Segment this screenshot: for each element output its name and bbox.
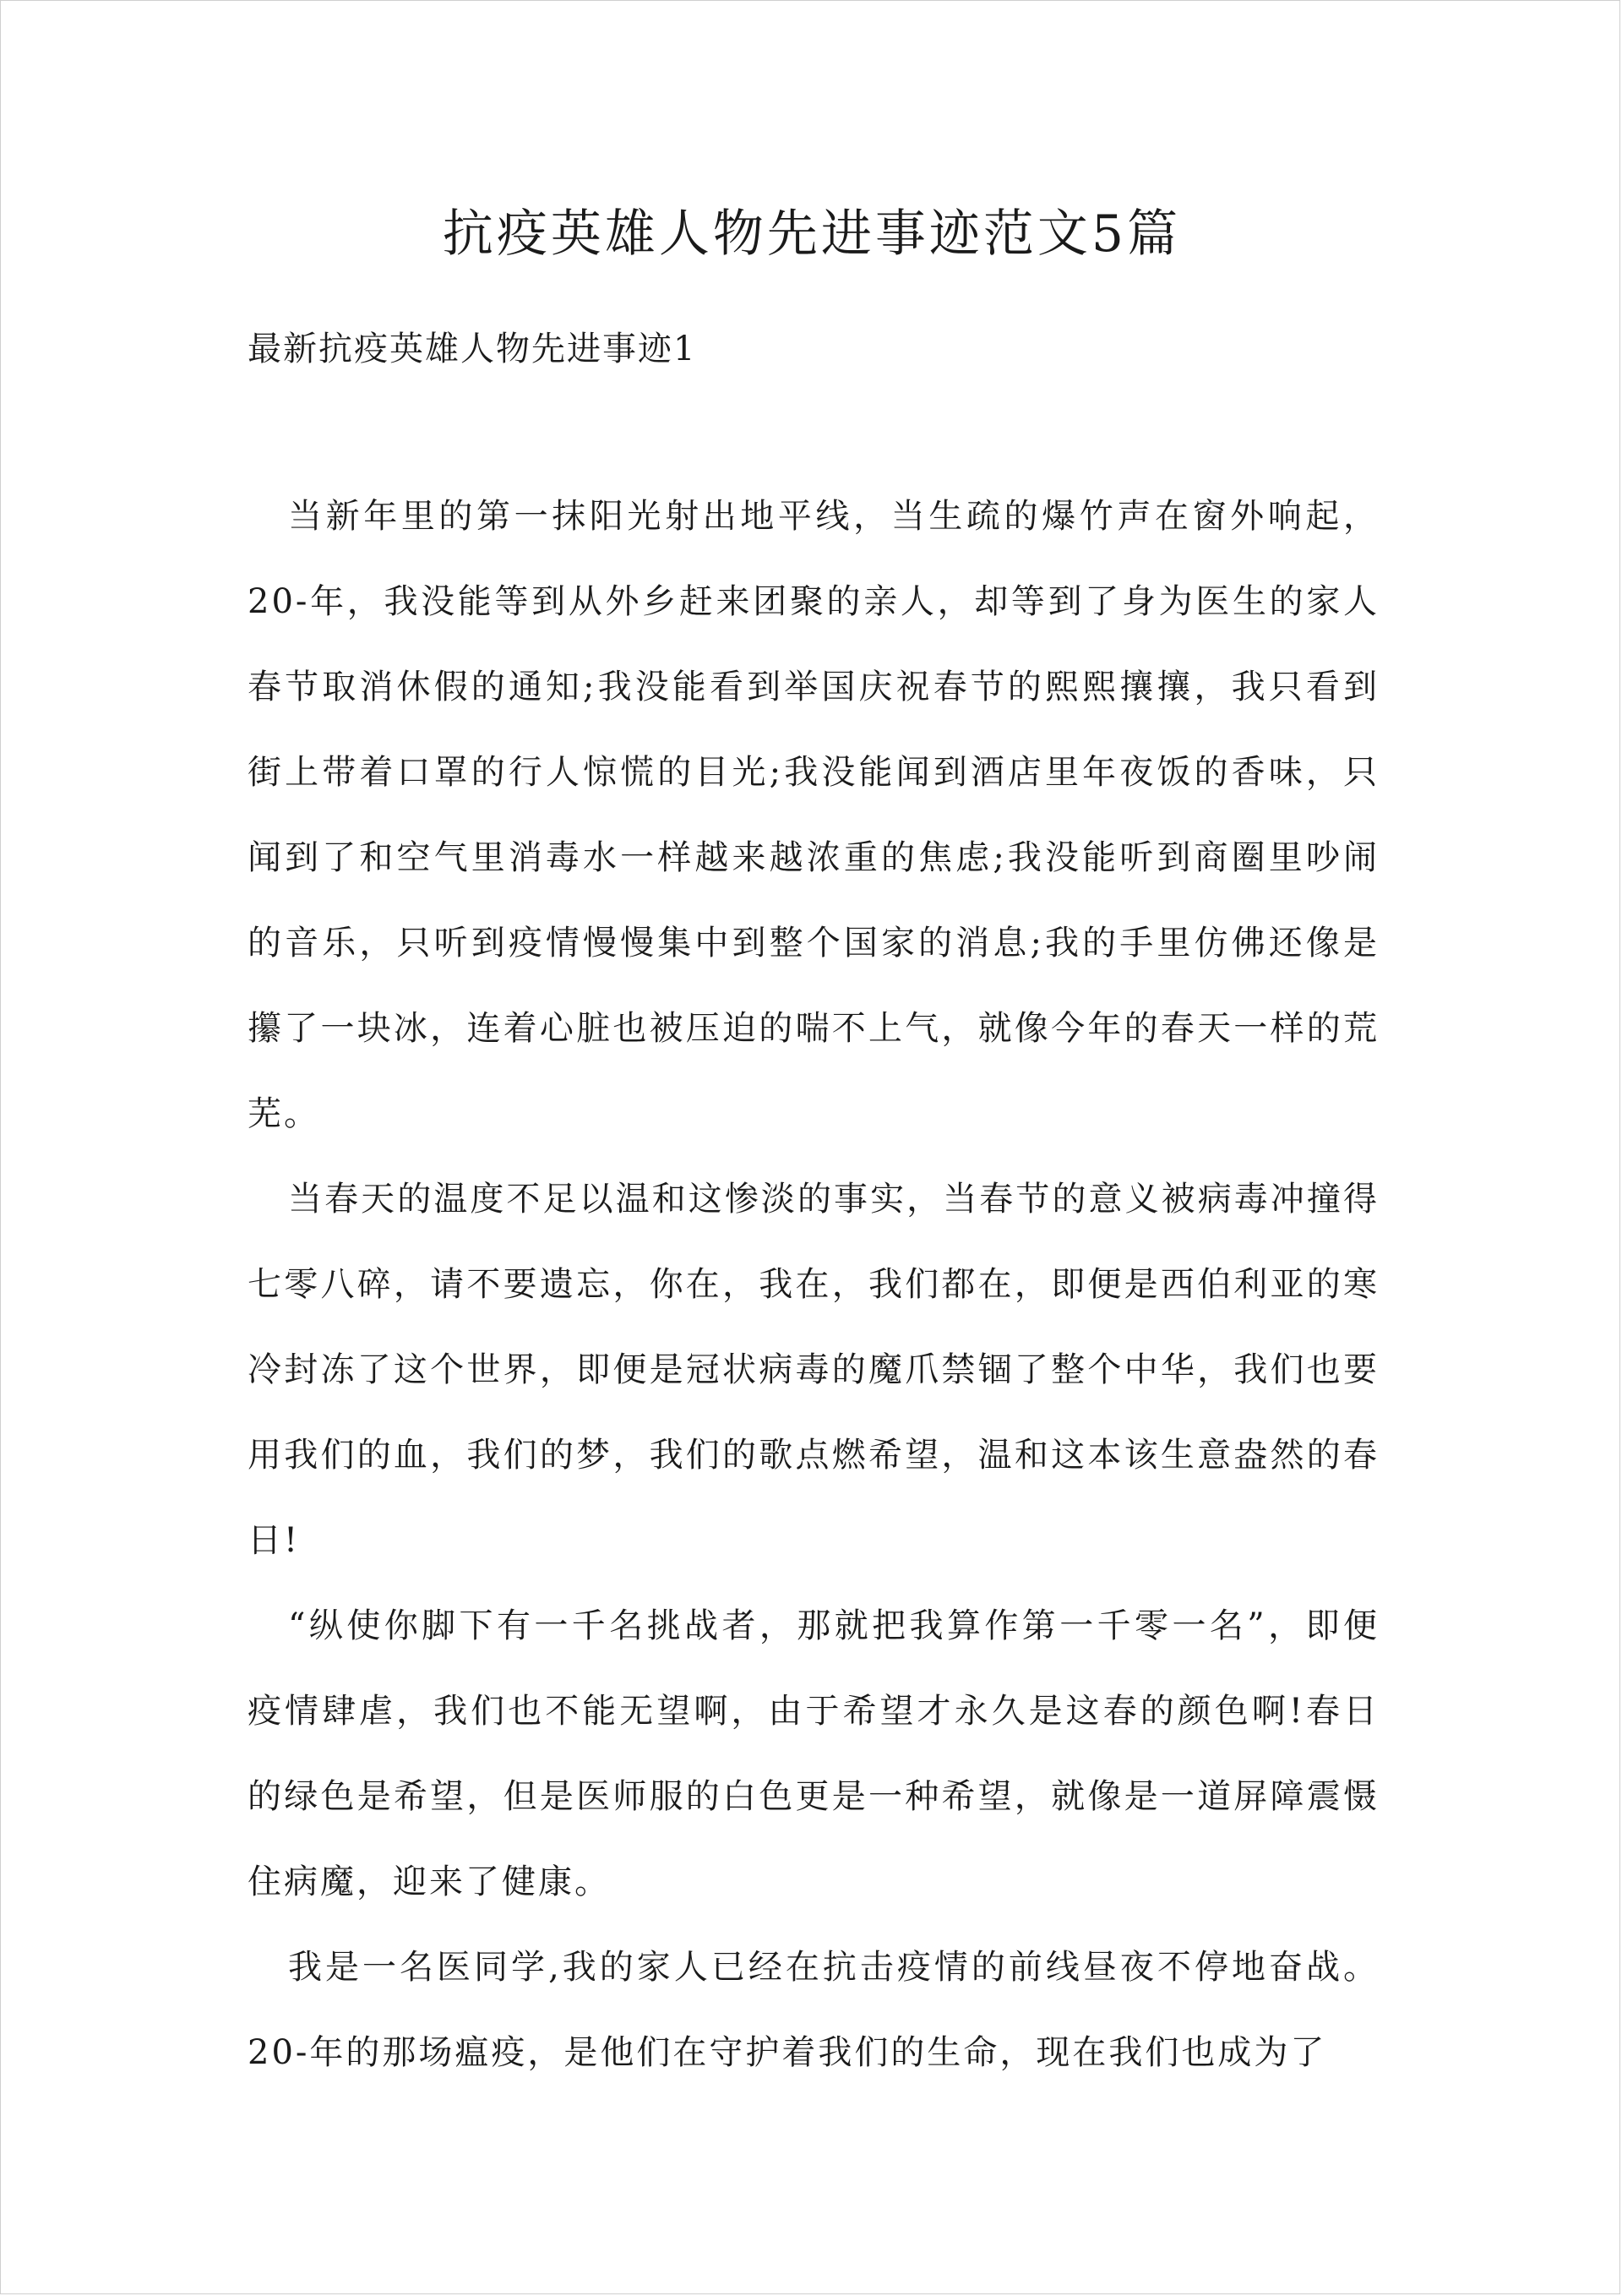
paragraph-4: 我是一名医同学,我的家人已经在抗击疫情的前线昼夜不停地奋战。20-年的那场瘟疫，是他们在守护着我们的生命，现在我们也成为了 <box>248 1948 1380 2072</box>
section-heading: 最新抗疫英雄人物先进事迹1 <box>248 330 697 368</box>
document-body <box>248 474 1380 2096</box>
paragraph-3: “纵使你脚下有一千名挑战者，那就把我算作第一千零一名”，即便疫情肆虐，我们也不能无望啊，由于希望才永久是这春的颜色啊!春日的绿色是希望，但是医师服的白色更是一种希望，就像是一道屏障震慑住病魔，迎来了健康。 <box>248 1606 1380 1901</box>
paragraph-2: 当春天的温度不足以温和这惨淡的事实，当春节的意义被病毒冲撞得七零八碎，请不要遗忘，你在，我在，我们都在，即便是西伯利亚的寒冷封冻了这个世界，即便是冠状病毒的魔爪禁锢了整个中华，我们也要用我们的血，我们的梦，我们的歌点燃希望，温和这本该生意盎然的春日! <box>248 1180 1380 1560</box>
paragraph-1: 当新年里的第一抹阳光射出地平线，当生疏的爆竹声在窗外响起，20-年，我没能等到从外乡赶来团聚的亲人，却等到了身为医生的家人春节取消休假的通知;我没能看到举国庆祝春节的熙熙攘攘，我只看到街上带着口罩的行人惊慌的目光;我没能闻到酒店里年夜饭的香味，只闻到了和空气里消毒水一样越来越浓重的焦虑;我没能听到商圈里吵闹的音乐，只听到疫情慢慢集中到整个国家的消息;我的手里仿佛还像是攥了一块冰，连着心脏也被压迫的喘不上气，就像今年的春天一样的荒芜。 <box>248 497 1380 1133</box>
document-title: 抗疫英雄人物先进事迹范文5篇 <box>442 205 1182 264</box>
